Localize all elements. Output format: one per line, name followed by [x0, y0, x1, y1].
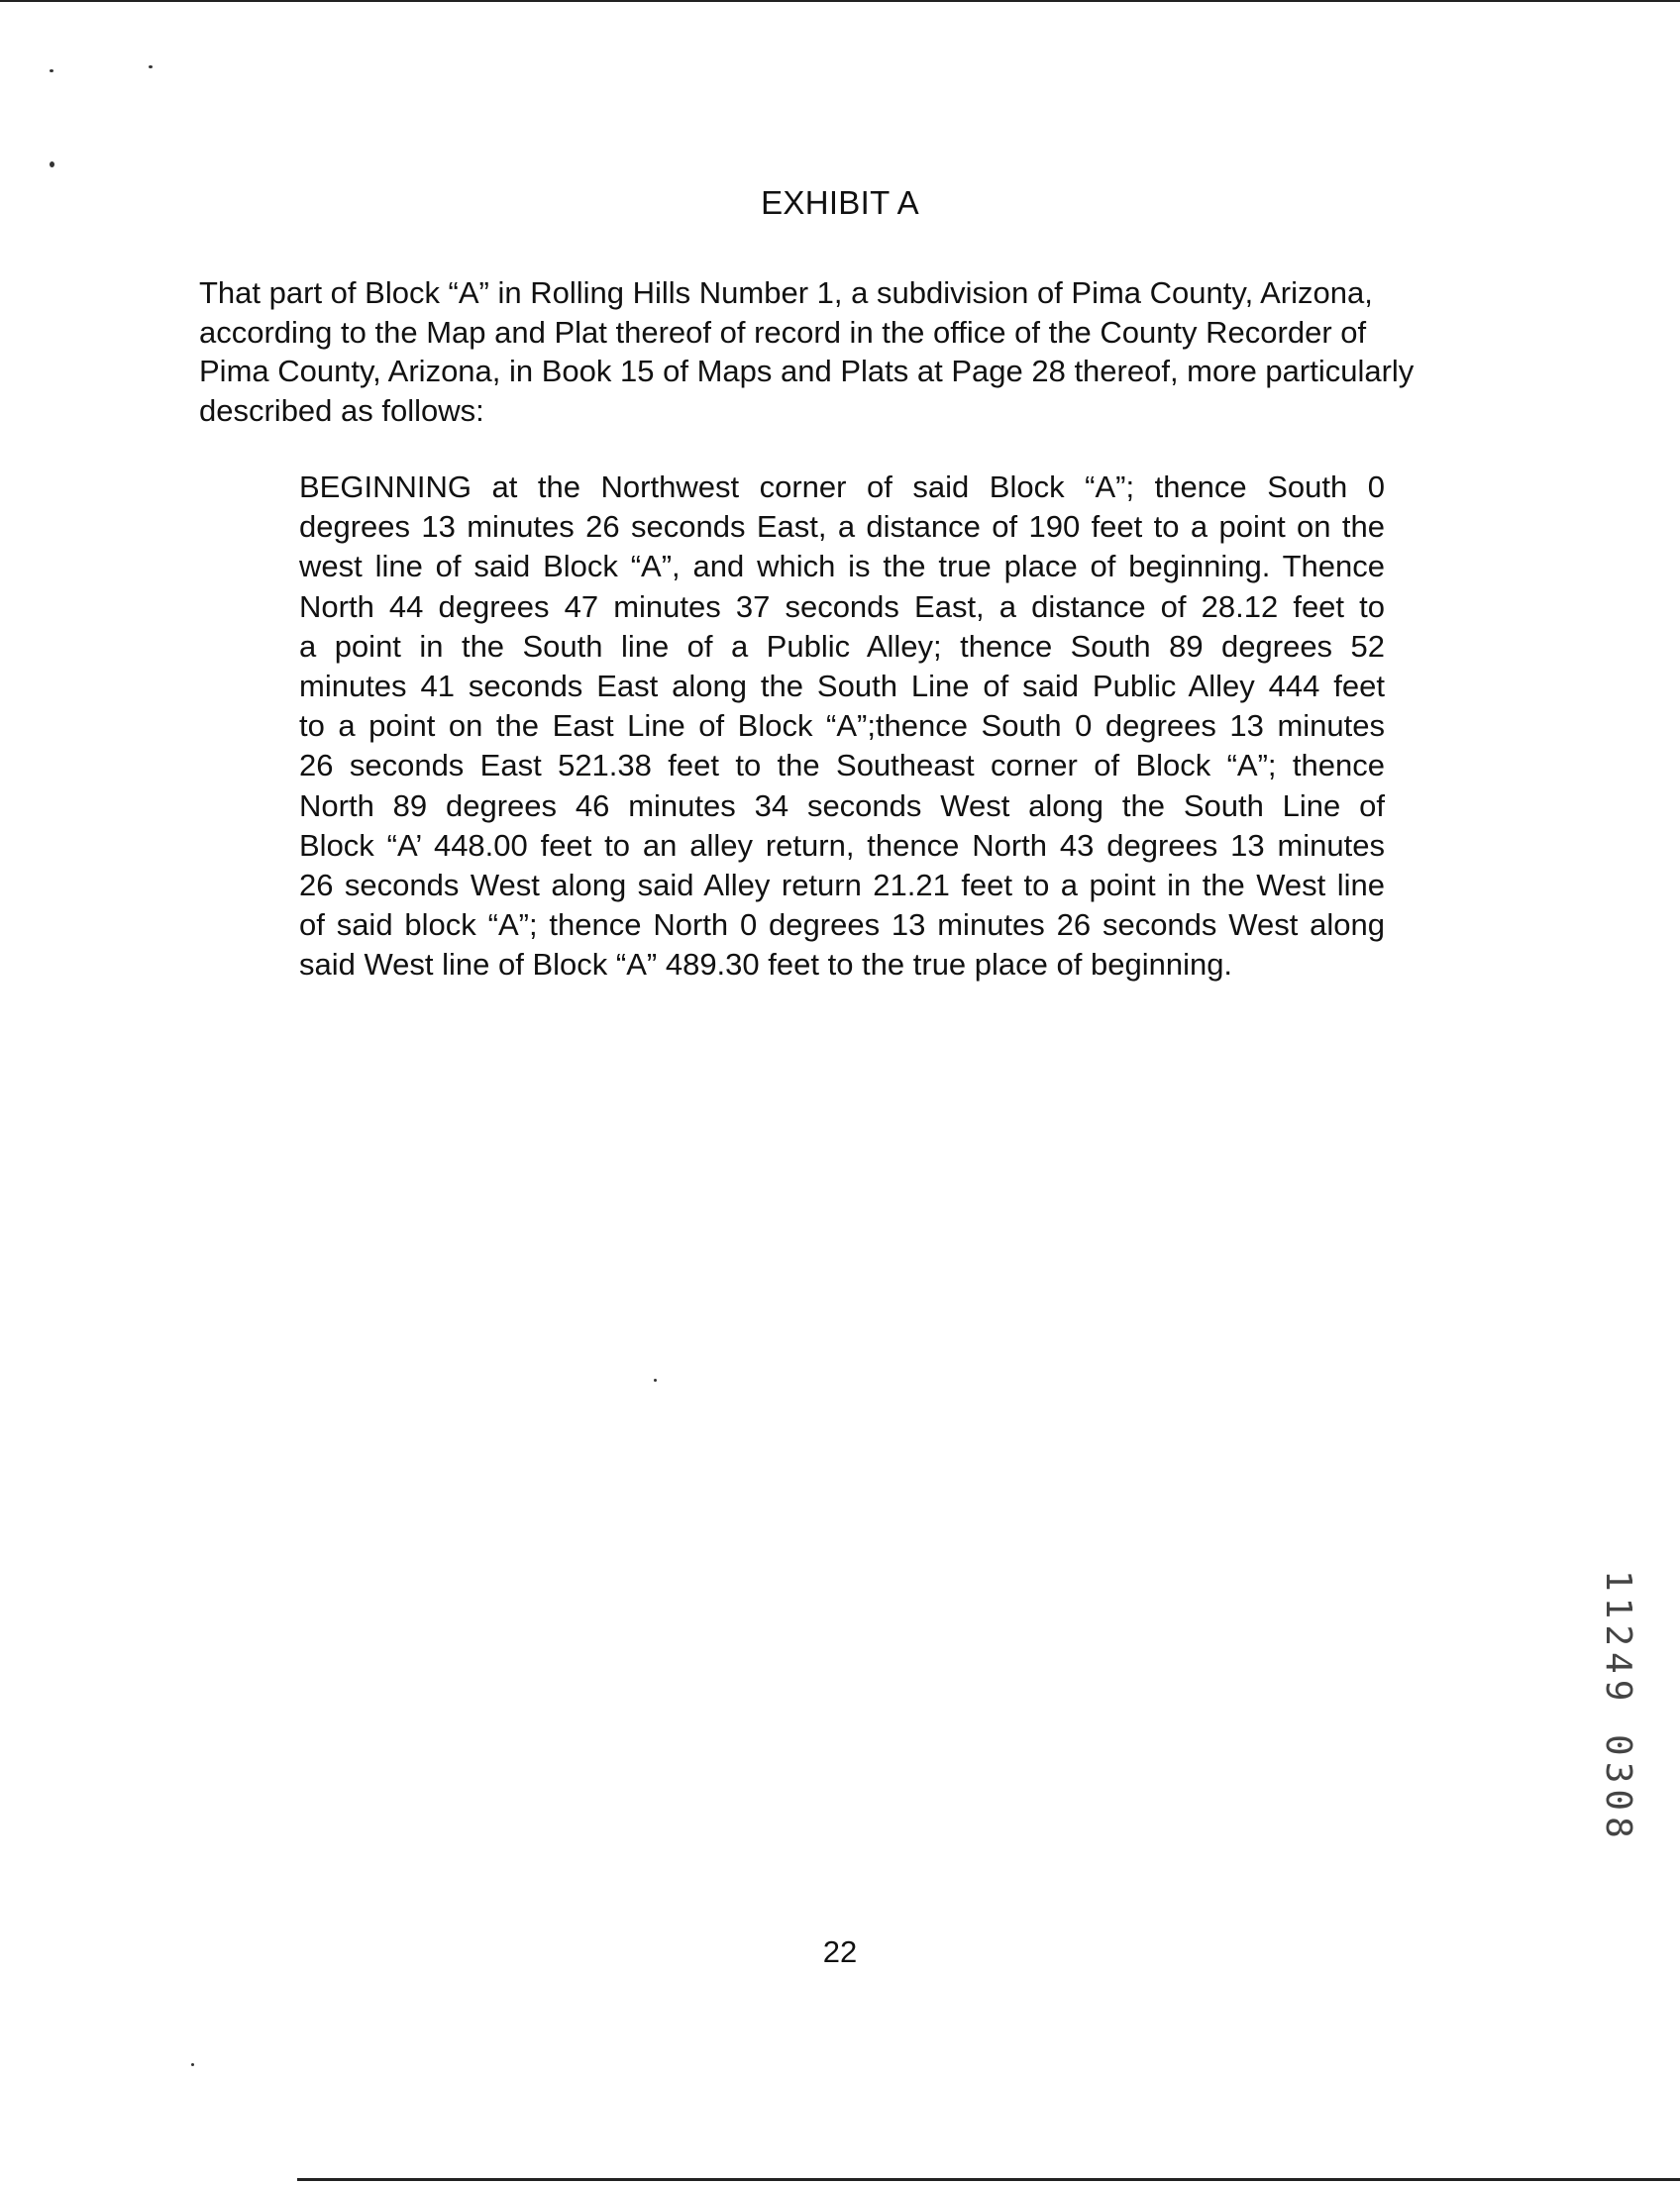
intro-line: described as follows:: [199, 392, 484, 428]
description-line: 26 seconds West along said Alley return 21.21 feet to a point in the West line: [299, 868, 1385, 903]
description-line: North 44 degrees 47 minutes 37 seconds East, a distance of 28.12 feet to: [299, 588, 1385, 624]
description-line: minutes 41 seconds East along the South Line of said Public Alley 444 feet: [299, 669, 1385, 704]
recording-stamp: [1598, 1570, 1644, 1907]
description-line: said West line of Block “A” 489.30 feet to the true place of beginning.: [299, 947, 1233, 983]
description-line: BEGINNING at the Northwest corner of said Block “A”; thence South 0: [299, 469, 1385, 504]
description-line: of said block “A”; thence North 0 degrees 13 minutes 26 seconds West along: [299, 907, 1385, 943]
page-bottom-edge: [297, 2178, 1680, 2181]
description-line: 26 seconds East 521.38 feet to the Southeast corner of Block “A”; thence: [299, 748, 1385, 783]
legal-description: [299, 468, 1385, 986]
intro-line: according to the Map and Plat thereof of record in the office of the County Recorder of: [199, 314, 1367, 350]
description-line: to a point on the East Line of Block “A”;thence South 0 degrees 13 minutes: [299, 708, 1385, 744]
description-line: west line of said Block “A”, and which is the true place of beginning. Thence: [299, 549, 1385, 584]
scan-speck: [149, 65, 153, 68]
intro-line: That part of Block “A” in Rolling Hills Number 1, a subdivision of Pima County, Arizona,: [199, 275, 1373, 310]
recording-stamp-number: 11249 0308: [1598, 1570, 1638, 1844]
page-number: 22: [822, 1934, 858, 1969]
description-line: a point in the South line of a Public Alley; thence South 89 degrees 52: [299, 628, 1385, 664]
scan-speck: [50, 69, 53, 72]
document-title: EXHIBIT A: [761, 184, 919, 221]
intro-line: Pima County, Arizona, in Book 15 of Maps and Plats at Page 28 thereof, more particularly: [199, 354, 1415, 388]
intro-paragraph: [199, 273, 1487, 430]
description-line: Block “A’ 448.00 feet to an alley return, thence North 43 degrees 13 minutes: [299, 827, 1385, 863]
page-top-edge: [0, 0, 1680, 2]
description-line: degrees 13 minutes 26 seconds East, a distance of 190 feet to a point on the: [299, 509, 1385, 545]
description-line: North 89 degrees 46 minutes 34 seconds West along the South Line of: [299, 787, 1385, 823]
scan-speck: [654, 1379, 657, 1382]
scan-speck: [191, 2063, 194, 2066]
scan-speck: [50, 161, 54, 167]
